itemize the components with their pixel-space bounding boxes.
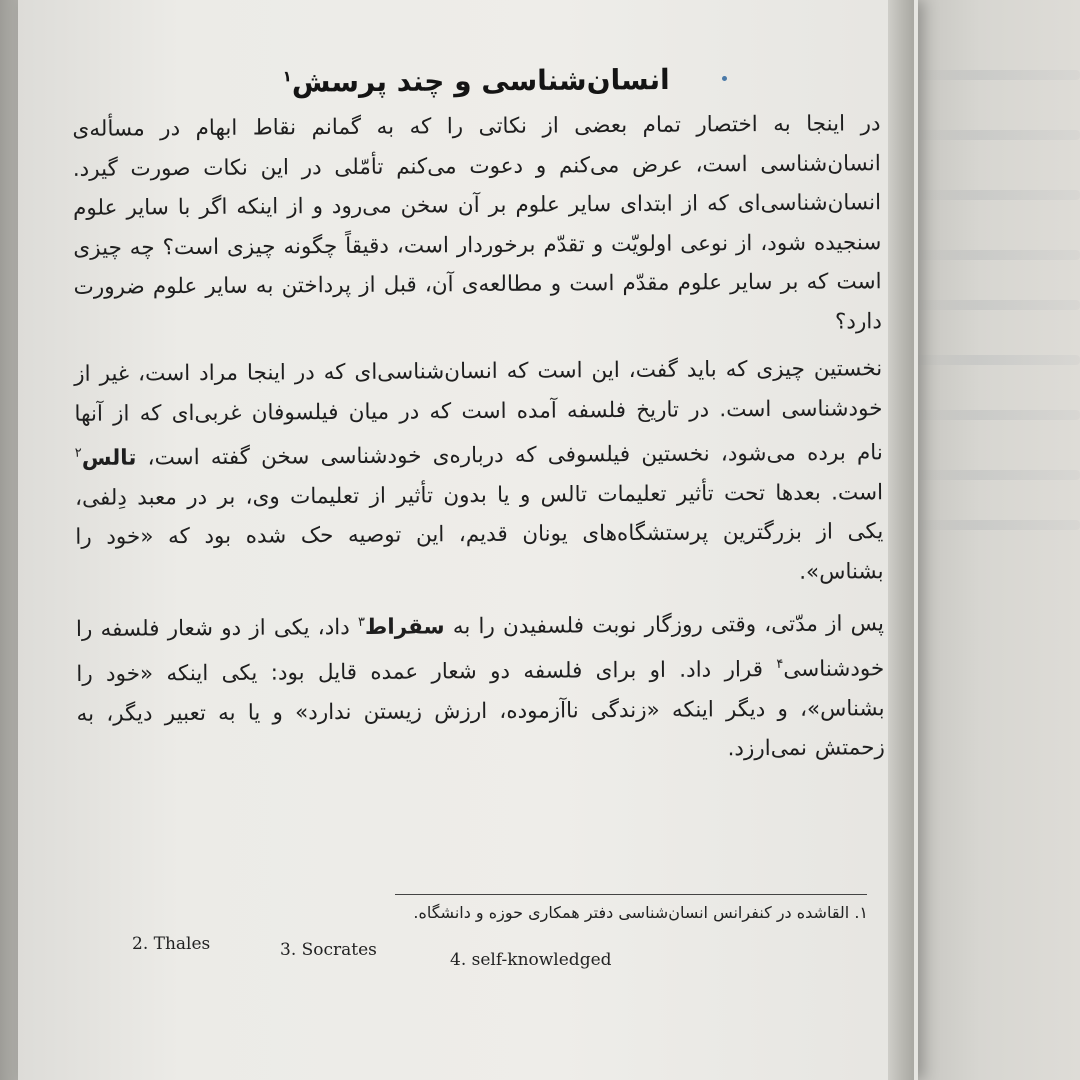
adjacent-page [914, 0, 1080, 1080]
show-through-line [910, 470, 1080, 480]
body-paragraph [72, 105, 882, 348]
body-paragraph [76, 600, 885, 774]
footnote-1: ۱. القاشده در کنفرانس انسان‌شناسی دفتر همکاری حوزه و دانشگاه. [413, 903, 868, 922]
bold-name: سقراط [364, 614, 445, 641]
footnote-marker: ۴ [776, 657, 784, 673]
footnote-2: 2. Thales [132, 934, 211, 954]
show-through-line [910, 70, 1080, 80]
paragraph-text: قرار داد. او برای فلسفه دو شعار عمده قایل بود: یکی اینکه «خود را بشناس»، و دیگر اینکه «زندگی ناآزموده، ارزش زیستن ندارد» و یا به تعبیر دیگر، به زحمتش نمی‌ارزد. [76, 657, 885, 762]
footnote-marker: ۳ [357, 615, 365, 631]
paragraph-text: است. بعدها تحت تأثیر تعلیمات تالس و یا بدون تأثیر از تعلیمات وی، بر در معبد دِلفی، یکی از بزرگترین پرستشگاه‌های یونان قدیم، این توصیه حک شده بود که «خود را بشناس». [74, 480, 884, 585]
show-through-line [910, 355, 1080, 365]
show-through-line [910, 250, 1080, 260]
body-paragraphs [72, 105, 885, 774]
page-text [72, 52, 885, 773]
bold-name: تالس [81, 445, 137, 472]
show-through-line [910, 520, 1080, 530]
title-footnote-marker: ۱ [282, 67, 292, 86]
paragraph-text: داد، یکی از دو شعار فلسفه را خودشناسی [75, 615, 885, 683]
show-through-line [910, 130, 1080, 140]
footnote-marker: ۲ [74, 446, 82, 462]
show-through-line [910, 190, 1080, 200]
footnote-3: 3. Socrates [280, 940, 377, 960]
footnote-4: 4. self-knowledged [450, 950, 612, 970]
page-edge [888, 0, 914, 1080]
show-through-line [910, 300, 1080, 310]
paragraph-text: در اینجا به اختصار تمام بعضی از نکاتی را که به گمانم نقاط ابهام در مسأله‌ی انسان‌شناسی است، عرض می‌کنم و دعوت می‌کنم تأمّلی در این نکات صورت گیرد. انسان‌شناسی‌ای که از ابتدای سایر علوم بر آن سخن می‌رود و از اینکه اگر با سایر علوم سنجیده شود، از نوعی اولویّت و تقدّم برخوردار است، دقیقاً چگونه چیزی است؟ چه چیزی است که بر سایر علوم مقدّم است و مطالعه‌ی آن، قبل از پرداختن به سایر علوم ضرورت دارد؟ [72, 111, 882, 335]
footnote-divider [395, 894, 867, 895]
body-paragraph [74, 350, 884, 598]
paragraph-text: پس از مدّتی، وقتی روزگار نوبت فلسفیدن را به [444, 611, 885, 640]
page-title [72, 52, 880, 104]
paragraph-text: نخستین چیزی که باید گفت، این است که انسان‌شناسی‌ای که در اینجا مراد است، غیر از خودشناسی است. در تاریخ فلسفه آمده است که در میان فیلسوفان غربی‌ای که از آنها نام برده می‌شود، نخستین فیلسوفی که درباره‌ی خودشناسی سخن گفته است، [74, 356, 883, 471]
page-title-text: انسان‌شناسی و چند پرسش [291, 62, 670, 99]
show-through-line [910, 410, 1080, 420]
